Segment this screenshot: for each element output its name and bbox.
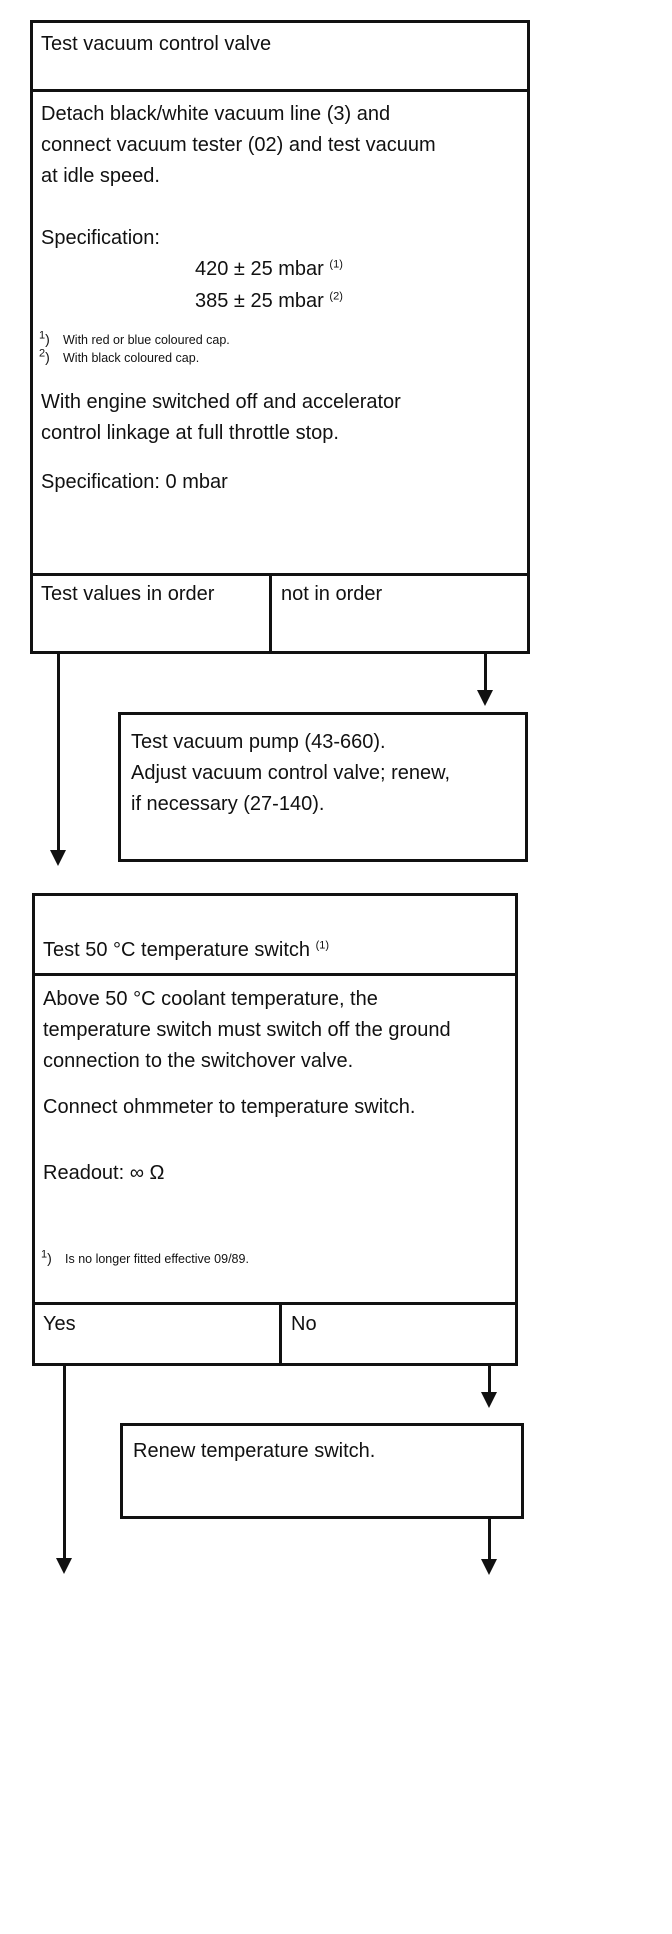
block1-result-divider — [33, 573, 527, 576]
block2-instruction: Above 50 °C coolant temperature, the temperature switch must switch off the ground connection to the switchover valve. — [43, 988, 451, 1072]
block2-result-divider — [35, 1302, 515, 1305]
block1-spec-value-2: 385 ± 25 mbar $^{(2)}$ — [195, 290, 343, 312]
test-temperature-switch-box — [32, 893, 518, 1366]
block2-title: Test 50 °C temperature switch $^{(1)}$ — [43, 939, 330, 961]
in-order-arrowhead — [50, 850, 66, 866]
in-order-connector — [57, 654, 60, 854]
block1-spec-label: Specification: — [41, 227, 160, 249]
block2-instruction-2: Connect ohmmeter to temperature switch. — [43, 1096, 416, 1118]
remedy1-text: Test vacuum pump (43-660). Adjust vacuum control valve; renew, if necessary (27-140). — [131, 731, 451, 815]
remedy2-text: Renew temperature switch. — [133, 1440, 376, 1462]
block1-result-not-ok: not in order — [281, 583, 383, 605]
block1-instruction: Detach black/white vacuum line (3) and connect vacuum tester (02) and test vacuum at idle speed. — [41, 103, 436, 187]
renew-temperature-switch-box — [120, 1423, 524, 1519]
no-arrowhead — [481, 1392, 497, 1408]
remedy-vacuum-pump-box — [118, 712, 528, 862]
yes-connector — [63, 1366, 66, 1562]
block2-result-split — [279, 1302, 282, 1366]
block2-title-divider — [35, 973, 515, 976]
block1-instruction-2: With engine switched off and accelerator control linkage at full throttle stop. — [41, 391, 401, 444]
not-in-order-connector — [484, 654, 487, 694]
block1-title: Test vacuum control valve — [41, 33, 272, 55]
block1-spec-value-1: 420 ± 25 mbar $^{(1)}$ — [195, 258, 343, 280]
remedy2-exit-connector — [488, 1519, 491, 1563]
block2-result-yes: Yes — [43, 1313, 76, 1335]
yes-arrowhead — [56, 1558, 72, 1574]
not-in-order-arrowhead — [477, 690, 493, 706]
block1-footnote-2: $^2$) With black coloured cap. — [39, 347, 200, 365]
block1-result-split — [269, 573, 272, 654]
block2-result-no: No — [291, 1313, 317, 1335]
block1-footnote-1: $^1$) With red or blue coloured cap. — [39, 329, 230, 347]
block1-result-ok: Test values in order — [41, 583, 215, 605]
block1-title-divider — [33, 89, 527, 92]
test-vacuum-control-valve-box — [30, 20, 530, 654]
block2-readout: Readout: ∞ Ω — [43, 1162, 165, 1184]
remedy2-exit-arrowhead — [481, 1559, 497, 1575]
block1-spec-2: Specification: 0 mbar — [41, 471, 228, 493]
block2-footnote: $^1$) Is no longer fitted effective 09/89. — [41, 1248, 249, 1266]
